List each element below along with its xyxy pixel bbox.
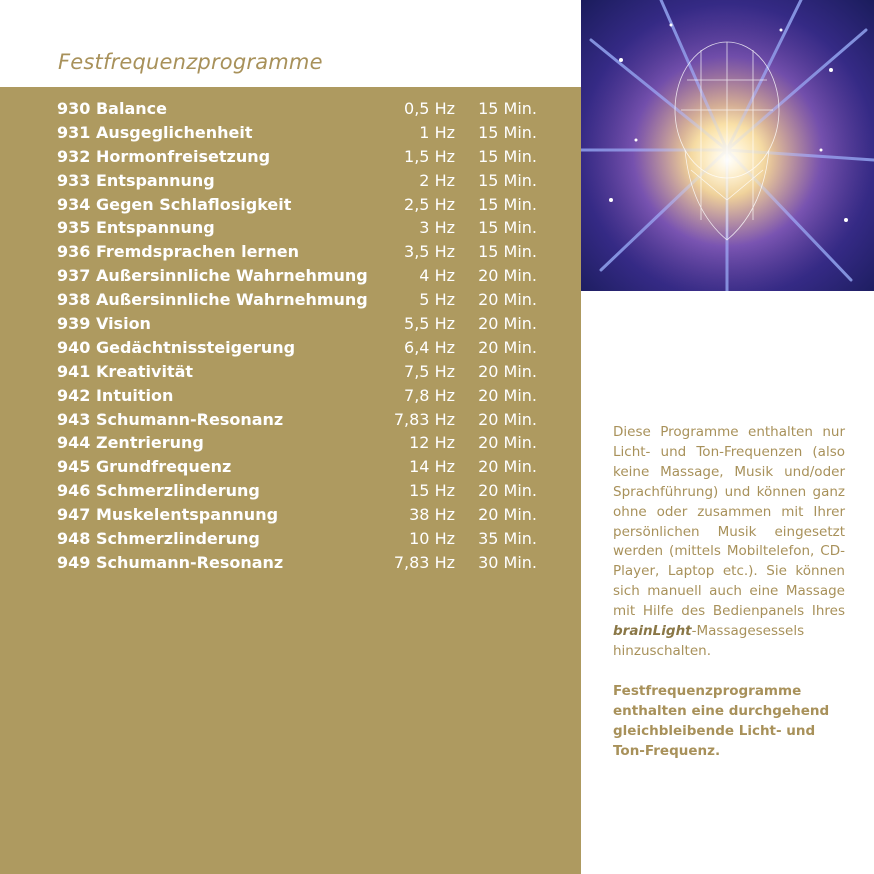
program-name: 943 Schumann-Resonanz (57, 409, 284, 429)
program-name: 949 Schumann-Resonanz (57, 552, 284, 572)
description-text-part: -Massagesessels hinzuschalten. (613, 623, 805, 659)
program-name: 935 Entspannung (57, 218, 215, 238)
program-duration: 20 Min. (478, 409, 537, 429)
program-duration: 20 Min. (478, 457, 537, 477)
program-name: 948 Schmerzlinderung (57, 529, 260, 549)
program-frequency: 7,8 Hz (404, 385, 455, 405)
program-frequency: 10 Hz (409, 529, 455, 549)
program-duration: 20 Min. (478, 361, 537, 381)
brand-name: brainLight (613, 623, 692, 640)
program-name: 930 Balance (57, 99, 167, 118)
program-duration: 20 Min. (478, 337, 537, 357)
program-row (57, 384, 547, 408)
program-duration: 15 Min. (478, 194, 537, 214)
program-duration: 20 Min. (478, 433, 537, 453)
program-duration: 15 Min. (478, 170, 537, 190)
program-row (57, 288, 547, 312)
program-frequency: 0,5 Hz (404, 99, 455, 118)
program-frequency: 7,83 Hz (393, 552, 455, 572)
program-duration: 15 Min. (478, 218, 537, 238)
program-frequency: 1,5 Hz (404, 146, 455, 166)
program-row (57, 169, 547, 193)
program-row (57, 145, 547, 169)
program-name: 942 Intuition (57, 385, 174, 405)
program-row (57, 336, 547, 360)
description-text (613, 423, 845, 662)
program-row (57, 455, 547, 479)
program-frequency: 38 Hz (409, 505, 455, 525)
glowing-head-illustration (581, 0, 874, 291)
program-name: 941 Kreativität (57, 361, 194, 381)
program-duration: 20 Min. (478, 266, 537, 286)
program-row (57, 431, 547, 455)
program-row (57, 408, 547, 432)
program-duration: 15 Min. (478, 122, 537, 142)
program-name: 945 Grundfrequenz (57, 457, 232, 477)
program-duration: 20 Min. (478, 385, 537, 405)
program-frequency: 7,5 Hz (404, 361, 455, 381)
program-row (57, 216, 547, 240)
program-row (57, 527, 547, 551)
program-duration: 20 Min. (478, 290, 537, 310)
brainwave-head-image (581, 0, 874, 291)
program-name: 934 Gegen Schlaflosigkeit (57, 194, 292, 214)
program-row (57, 503, 547, 527)
program-name: 939 Vision (57, 314, 151, 334)
program-name: 944 Zentrierung (57, 433, 204, 453)
program-row (57, 479, 547, 503)
program-name: 938 Außersinnliche Wahrnehmung (57, 290, 368, 310)
program-frequency: 5,5 Hz (404, 314, 455, 334)
program-frequency: 2 Hz (419, 170, 455, 190)
description-text-part: Diese Programme enthalten nur Licht- und Ton-Frequenzen (also keine Massage, Musik und/oder Sprachführung) und können ganz ohne oder zusammen mit Ihrer persönlichen Musik eingesetzt werden (mittels Mobiltelefon, CD-Player, Laptop etc.). Sie können sich manuell auch eine Massage mit Hilfe des Bedienpanels Ihres (613, 424, 845, 620)
program-name: 947 Muskelentspannung (57, 505, 279, 525)
summary-text: Festfrequenzprogramme enthalten eine durchgehend gleichbleibende Licht- und Ton-Frequenz. (613, 683, 830, 759)
program-row (57, 360, 547, 384)
program-row (57, 240, 547, 264)
program-row (57, 312, 547, 336)
program-frequency: 1 Hz (419, 122, 455, 142)
program-frequency: 15 Hz (409, 481, 455, 501)
program-duration: 15 Min. (478, 99, 537, 118)
program-duration: 30 Min. (478, 552, 537, 572)
program-duration: 20 Min. (478, 314, 537, 334)
program-frequency: 4 Hz (419, 266, 455, 286)
program-name: 946 Schmerzlinderung (57, 481, 260, 501)
program-row (57, 193, 547, 217)
program-duration: 20 Min. (478, 481, 537, 501)
program-frequency: 6,4 Hz (404, 337, 455, 357)
program-row (57, 264, 547, 288)
program-duration: 35 Min. (478, 529, 537, 549)
program-row (57, 97, 547, 121)
program-name: 937 Außersinnliche Wahrnehmung (57, 266, 368, 286)
program-list (57, 97, 547, 575)
program-name: 936 Fremdsprachen lernen (57, 242, 299, 262)
program-duration: 15 Min. (478, 242, 537, 262)
page-title: Festfrequenzprogramme (58, 50, 323, 74)
program-frequency: 12 Hz (409, 433, 455, 453)
program-frequency: 7,83 Hz (393, 409, 455, 429)
program-frequency: 2,5 Hz (404, 194, 455, 214)
program-duration: 20 Min. (478, 505, 537, 525)
program-frequency: 3,5 Hz (404, 242, 455, 262)
program-name: 933 Entspannung (57, 170, 215, 190)
program-frequency: 5 Hz (419, 290, 455, 310)
program-name: 940 Gedächtnissteigerung (57, 337, 296, 357)
program-frequency: 3 Hz (419, 218, 455, 238)
program-row (57, 121, 547, 145)
program-name: 932 Hormonfreisetzung (57, 146, 271, 166)
program-name: 931 Ausgeglichenheit (57, 122, 253, 142)
program-duration: 15 Min. (478, 146, 537, 166)
program-frequency: 14 Hz (409, 457, 455, 477)
program-row (57, 551, 547, 575)
